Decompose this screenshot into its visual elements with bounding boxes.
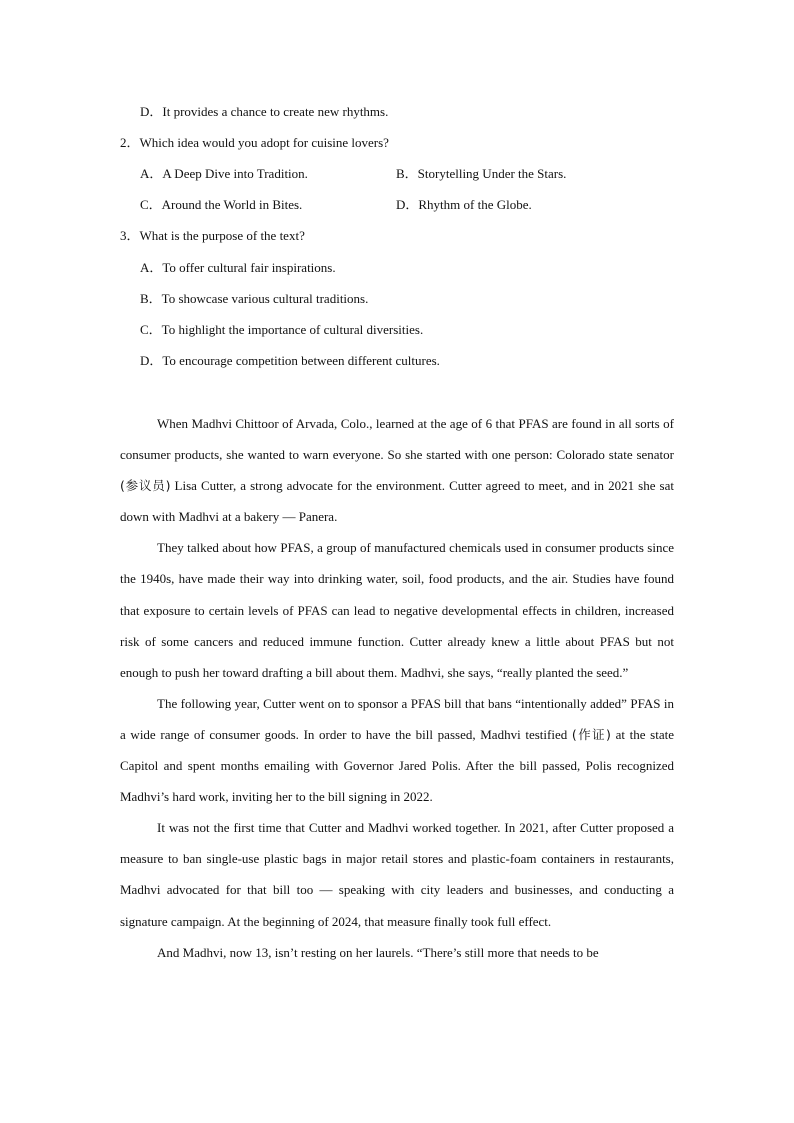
passage-paragraph-2: They talked about how PFAS, a group of manufactured chemicals used in consumer products since the 1940s, have made their way into drinking water, soil, food products, and the air. Studies have found that exposure to certain levels of PFAS can lead to negative developmental effects in children, increased risk of some cancers and reduced immune function. Cutter already knew a little about PFAS but not enough to push her toward drafting a bill about them. Madhvi, she says, “really planted the seed.” xyxy=(120,540,674,680)
p3-text-a: The following year, Cutter went on to sponsor a PFAS bill that bans “intentionally added” PFAS in a wide range of consumer goods. In order to have the bill passed, Madhvi testified xyxy=(120,695,674,742)
q3-option-a: A．To offer cultural fair inspirations. xyxy=(140,260,336,275)
q2-option-b: B．Storytelling Under the Stars. xyxy=(396,166,567,181)
passage-paragraph-1 xyxy=(120,408,674,532)
q1-option-d: D．It provides a chance to create new rhythms. xyxy=(140,104,389,119)
reading-passage xyxy=(120,408,674,968)
q2-option-c: C．Around the World in Bites. xyxy=(140,197,303,212)
q3-option-b: B．To showcase various cultural traditions. xyxy=(140,291,369,306)
q2-option-d: D．Rhythm of the Globe. xyxy=(396,197,532,212)
p3-text-b: at the state Capitol and spent months emailing with Governor Jared Polis. After the bill passed, Polis recognized Madhvi’s hard work, inviting her to the bill signing in 2022. xyxy=(120,726,674,805)
p1-chinese-gloss: (参议员) xyxy=(120,478,171,494)
q2-option-a: A．A Deep Dive into Tradition. xyxy=(140,166,308,181)
q3-option-c: C．To highlight the importance of cultural diversities. xyxy=(140,322,424,337)
p1-text-a: When Madhvi Chittoor of Arvada, Colo., learned at the age of 6 that PFAS are found in all sorts of consumer products, she wanted to warn everyone. So she started with one person: Colorado state senator xyxy=(120,416,674,463)
passage-paragraph-4: It was not the first time that Cutter and Madhvi worked together. In 2021, after Cutter proposed a measure to ban single-use plastic bags in major retail stores and plastic-foam containers in restaurants, Madhvi advocated for that bill too — speaking with city leaders and businesses, and conducting a signature campaign. At the beginning of 2024, that measure finally took full effect. xyxy=(120,820,674,929)
passage-paragraph-3 xyxy=(120,688,674,812)
p1-text-b: Lisa Cutter, a strong advocate for the environment. Cutter agreed to meet, and in 2021 she sat down with Madhvi at a bakery — Panera. xyxy=(120,478,674,525)
q3-option-d: D．To encourage competition between different cultures. xyxy=(140,353,440,368)
q2-stem: 2．Which idea would you adopt for cuisine lovers? xyxy=(120,135,389,150)
q3-stem: 3．What is the purpose of the text? xyxy=(120,228,305,243)
passage-paragraph-5: And Madhvi, now 13, isn’t resting on her laurels. “There’s still more that needs to be xyxy=(157,944,599,960)
p3-chinese-gloss: (作证) xyxy=(571,726,611,742)
